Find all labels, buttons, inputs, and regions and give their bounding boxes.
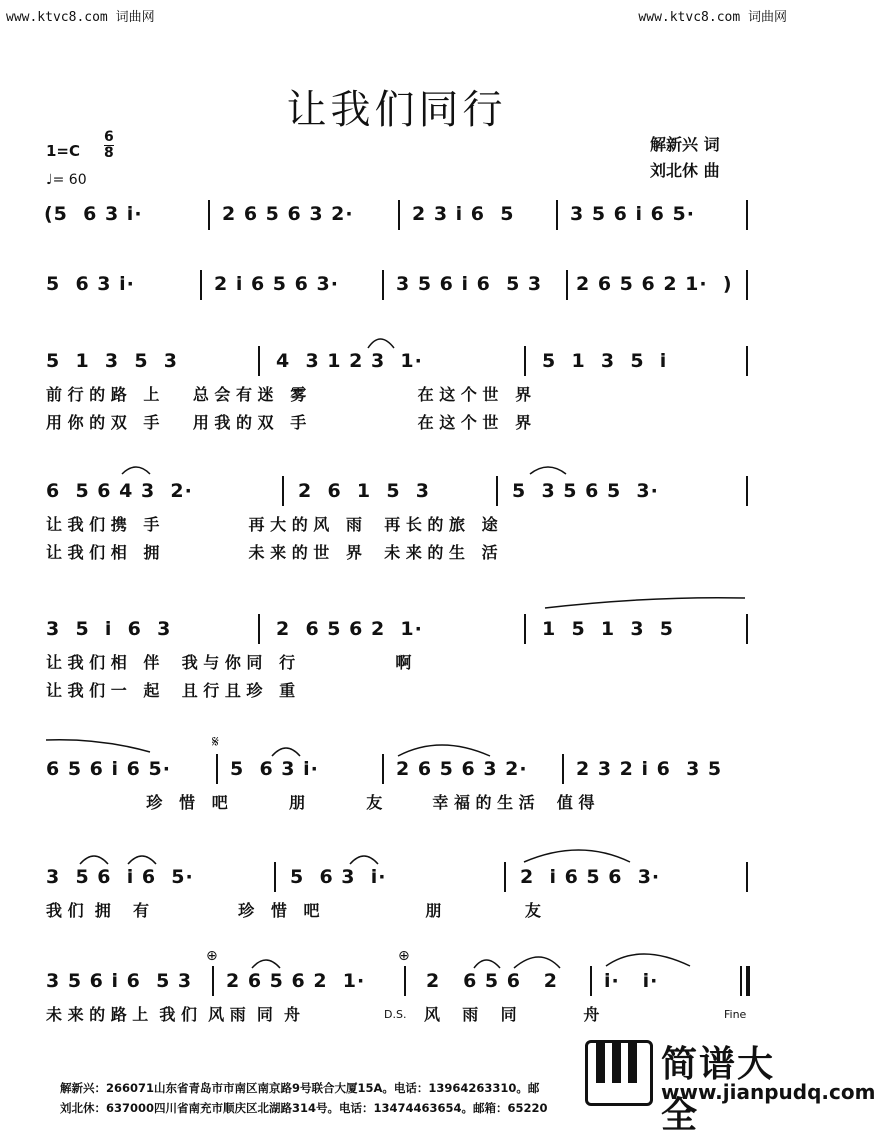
composer: 刘北休 曲 <box>650 161 720 180</box>
measure: 3 5 6 i 6 5 3 <box>46 970 193 992</box>
lyric-line: 让 我 们 相 伴 我 与 你 同 行 啊 <box>46 653 412 672</box>
measure: 2 6 5 6 2 <box>426 970 559 992</box>
measure: 2 6 5 6 3 2· <box>396 758 528 780</box>
measure: 2 3 i 6 5 <box>412 203 515 225</box>
time-top: 6 <box>104 129 114 145</box>
measure: 5 6 3 i· <box>46 273 135 295</box>
measure: 2 i 6 5 6 3· <box>214 273 339 295</box>
measure: 1 5 1 3 5 <box>542 618 675 640</box>
slur <box>350 856 378 864</box>
measure: 2 6 5 6 3 2· <box>222 203 354 225</box>
tempo-value: = 60 <box>52 172 87 188</box>
slur <box>46 740 150 752</box>
lyric-line: 前 行 的 路 上 总 会 有 迷 雾 在 这 个 世 界 <box>46 385 532 404</box>
slur <box>545 598 745 608</box>
dal-segno-mark: D.S. <box>384 1008 407 1021</box>
slur <box>514 957 560 968</box>
measure: 6 5 6 4 3 2· <box>46 480 193 502</box>
measure: 3 5 6 i 6 5· <box>570 203 695 225</box>
slur <box>122 467 150 474</box>
site-watermark-left: www.ktvc8.com 词曲网 <box>6 10 155 25</box>
slur <box>398 745 490 756</box>
measure: 2 6 5 6 2 1· <box>226 970 366 992</box>
measure: 2 6 5 6 2 1· ) <box>576 273 733 295</box>
measure: 2 i 6 5 6 3· <box>520 866 661 888</box>
lyric-line: 让 我 们 一 起 且 行 且 珍 重 <box>46 681 296 700</box>
measure: 2 6 1 5 3 <box>298 480 431 502</box>
measure: (5 6 3 i· <box>44 203 143 225</box>
slur <box>272 748 300 756</box>
measure: 5 3 5 6 5 3· <box>512 480 659 502</box>
lyric-line: 用 你 的 双 手 用 我 的 双 手 在 这 个 世 界 <box>46 413 532 432</box>
quarter-note-icon: ♩ <box>46 172 53 188</box>
measure: 2 3 2 i 6 3 5 <box>576 758 723 780</box>
key-signature: 1=C <box>46 142 81 160</box>
coda-icon: ⊕ <box>398 948 410 964</box>
footer-line: 刘北休：637000四川省南充市顺庆区北湖路314号。电话：13474463654。邮箱：65220 <box>60 1101 548 1115</box>
measure: 3 5 6 i 6 5 3 <box>396 273 543 295</box>
site-logo <box>585 1036 875 1136</box>
logo-text: 简谱大全 <box>661 1044 776 1136</box>
measure: 4 3 1 2 3 1· <box>276 350 423 372</box>
lyric-line: 让 我 们 相 拥 未 来 的 世 界 未 来 的 生 活 <box>46 543 498 562</box>
lyricist: 解新兴 词 <box>650 135 720 154</box>
time-bottom: 8 <box>104 145 114 161</box>
slur <box>606 954 690 966</box>
logo-url: www.jianpudq.com <box>661 1080 875 1104</box>
measure: 6 5 6 i 6 5· <box>46 758 171 780</box>
slur <box>474 960 500 968</box>
slur <box>252 960 280 968</box>
measure: 5 6 3 i· <box>290 866 387 888</box>
slur <box>524 850 630 862</box>
slur <box>128 856 156 864</box>
coda-icon: ⊕ <box>206 948 218 964</box>
footer-line: 解新兴：266071山东省青岛市市南区南京路9号联合大厦15A。电话：13964263310。邮 <box>60 1081 540 1095</box>
song-title: 让我们同行 <box>286 87 507 133</box>
lyric-line: 我 们 拥 有 珍 惜 吧 朋 友 <box>46 901 541 920</box>
site-watermark-right: www.ktvc8.com 词曲网 <box>638 10 787 25</box>
measure: 5 6 3 i· <box>230 758 319 780</box>
measure: 2 6 5 6 2 1· <box>276 618 423 640</box>
lyric-line: 未 来 的 路 上 我 们 风 雨 同 舟 <box>46 1005 300 1024</box>
segno-icon: 𝄋 <box>212 732 219 751</box>
measure: i· i· <box>604 970 659 992</box>
slur <box>368 339 394 348</box>
fine-mark: Fine <box>724 1008 747 1021</box>
measure: 3 5 i 6 3 <box>46 618 172 640</box>
measure: 3 5 6 i 6 5· <box>46 866 194 888</box>
measure: 5 1 3 5 i <box>542 350 668 372</box>
measure: 5 1 3 5 3 <box>46 350 179 372</box>
lyric-line: 风 雨 同 舟 <box>424 1005 600 1024</box>
slur <box>80 856 108 864</box>
piano-icon <box>585 1040 653 1106</box>
lyric-line: 让 我 们 携 手 再 大 的 风 雨 再 长 的 旅 途 <box>46 515 498 534</box>
slur <box>530 467 566 474</box>
lyric-line: 珍 惜 吧 朋 友 幸 福 的 生 活 值 得 <box>46 793 595 812</box>
